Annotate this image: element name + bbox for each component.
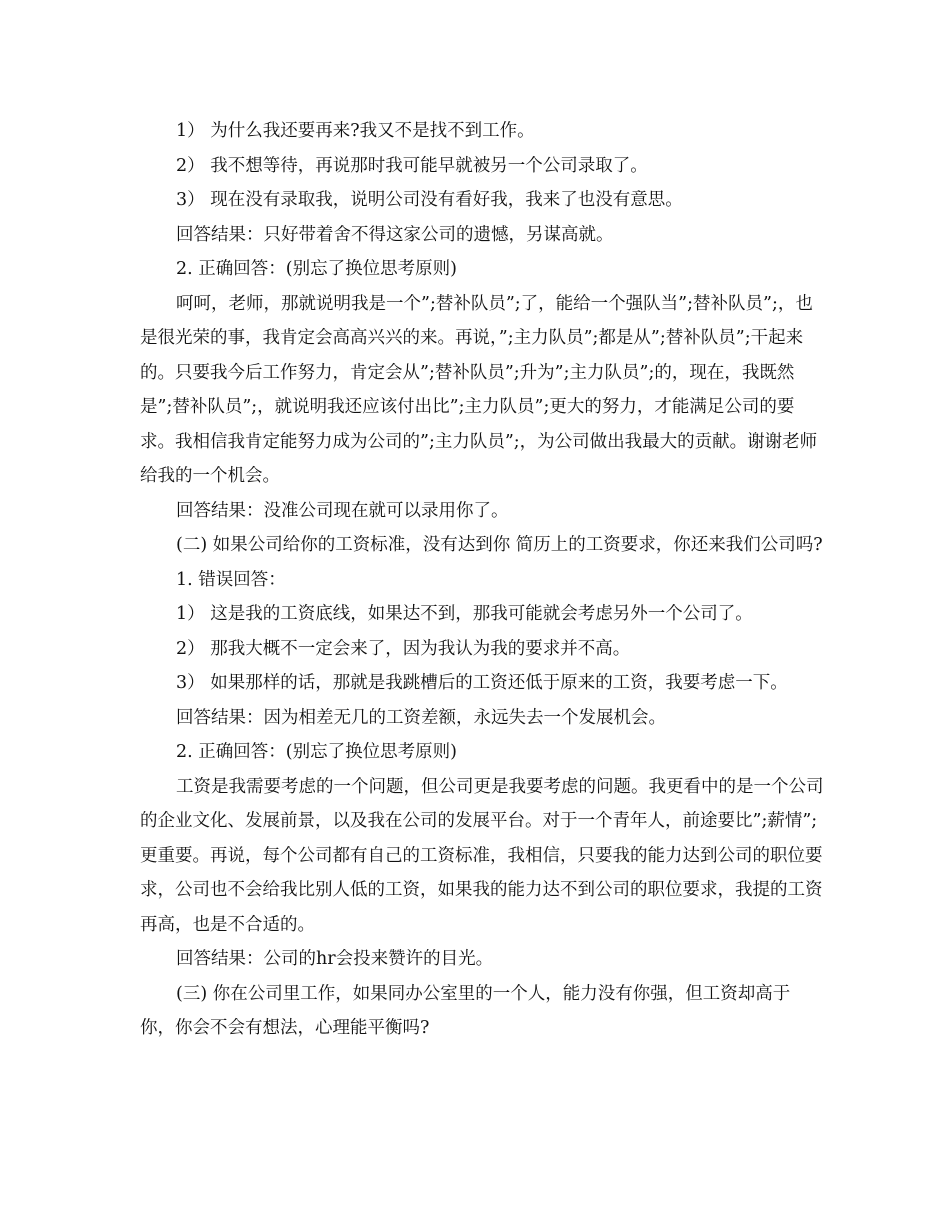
paragraph-result-2: 回答结果：没准公司现在就可以录用你了。: [176, 500, 509, 521]
paragraph-result-4: 回答结果：公司的hr会投来赞许的目光。: [176, 949, 494, 969]
paragraph-result-1: 回答结果：只好带着舍不得这家公司的遗憾，另谋高就。: [176, 224, 614, 245]
paragraph-correct-answer-body-1: 呵呵，老师，那就说明我是一个”;替补队员”;了，能给一个强队当”;替补队员”;，也是很光荣的事，我肯定会高高兴兴的来。再说，”;主力队员”;都是从”;替补队员”;干起来的。只要我今后工作努力，肯定会从”;替补队员”;升为”;主力队员”;的，现在，我既然是”;替补队员”;，就说明我还应该付出比”;主力队员”;更大的努力，才能满足公司的要求。我相信我肯定能努力成为公司的”;主力队员”;，为公司做出我最大的贡献。谢谢老师给我的一个机会。: [140, 293, 818, 486]
document-page: [140, 114, 824, 1046]
paragraph-correct-answer-heading-2: 2. 正确回答：(别忘了换位思考原则): [176, 742, 457, 762]
paragraph-wrong-answer-2-2: 2） 那我大概不一定会来了，因为我认为我的要求并不高。: [176, 638, 631, 659]
paragraph-correct-answer-heading-1: 2. 正确回答：(别忘了换位思考原则): [176, 259, 457, 279]
paragraph-wrong-answer-1: 1） 为什么我还要再来?我又不是找不到工作。: [176, 121, 535, 141]
paragraph-correct-answer-body-2: 工资是我需要考虑的一个问题，但公司更是我要考虑的问题。我更看中的是一个公司的企业文化、发展前景，以及我在公司的发展平台。对于一个青年人，前途要比”;薪情”;更重要。再说，每个公司都有自己的工资标准，我相信，只要我的能力达到公司的职位要求，公司也不会给我比别人低的工资，如果我的能力达不到公司的职位要求，我提的工资再高，也是不合适的。: [140, 776, 824, 935]
paragraph-wrong-answer-2-1: 1） 这是我的工资底线，如果达不到，那我可能就会考虑另外一个公司了。: [176, 604, 753, 624]
paragraph-question-3: (三) 你在公司里工作，如果同办公室里的一个人，能力没有你强，但工资却高于你，你会不会有想法，心理能平衡吗?: [140, 983, 791, 1038]
paragraph-wrong-answer-2-3: 3） 如果那样的话，那就是我跳槽后的工资还低于原来的工资，我要考虑一下。: [176, 673, 788, 693]
paragraph-wrong-answer-heading-2: 1. 错误回答：: [176, 569, 286, 590]
paragraph-wrong-answer-3: 3） 现在没有录取我，说明公司没有看好我，我来了也没有意思。: [176, 190, 683, 210]
paragraph-result-3: 回答结果：因为相差无几的工资差额，永远失去一个发展机会。: [176, 707, 666, 728]
paragraph-wrong-answer-2: 2） 我不想等待，再说那时我可能早就被另一个公司录取了。: [176, 155, 648, 176]
paragraph-question-2: (二) 如果公司给你的工资标准，没有达到你 简历上的工资要求，你还来我们公司吗?: [176, 535, 823, 555]
